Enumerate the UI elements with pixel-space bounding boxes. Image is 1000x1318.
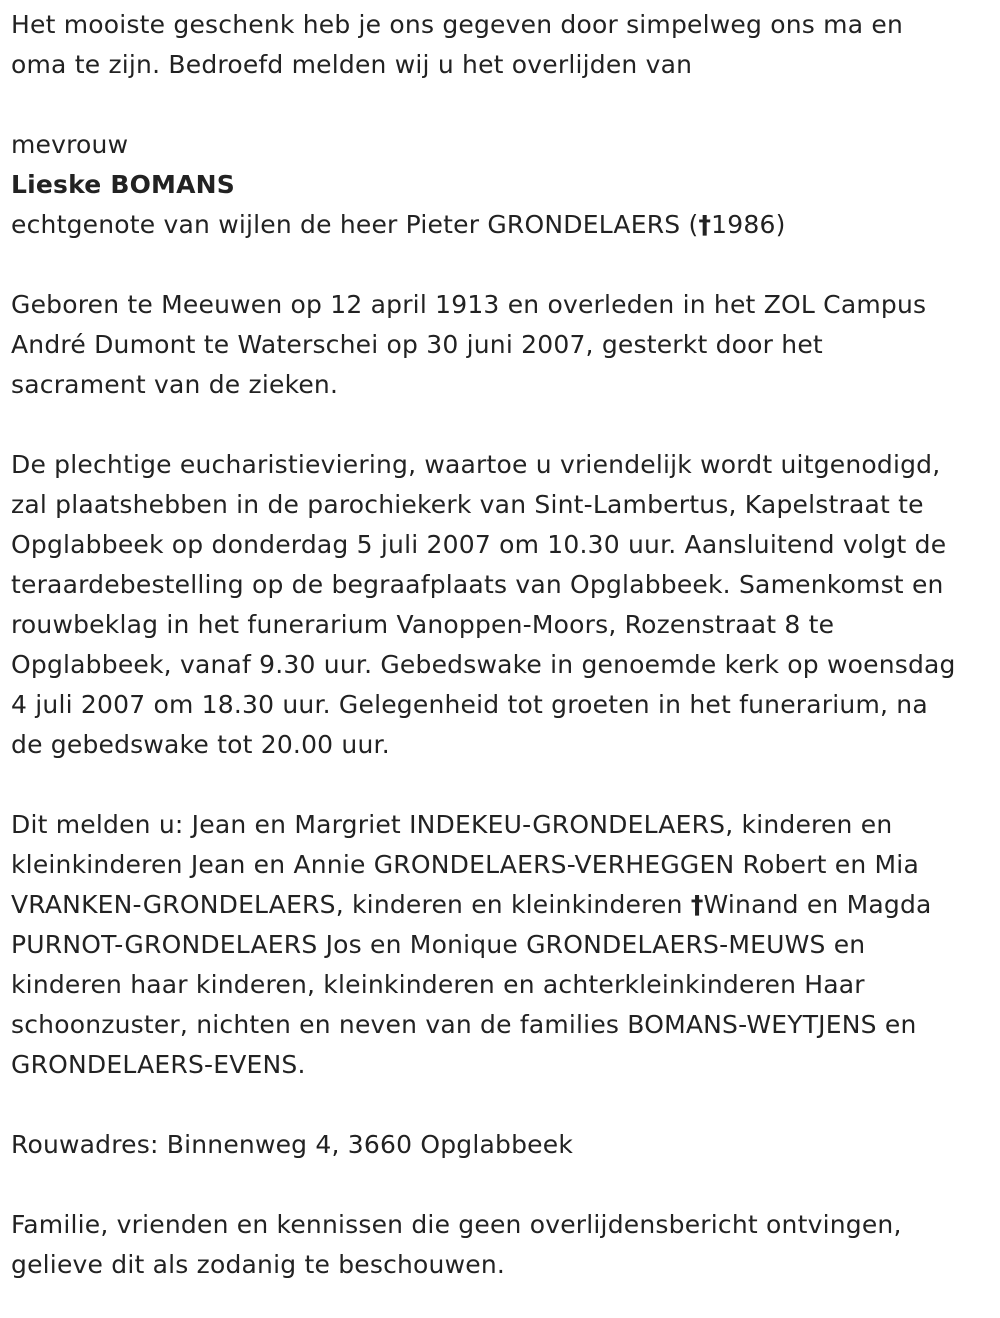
spacer <box>11 765 996 805</box>
spacer <box>11 405 996 445</box>
family-paragraph <box>11 805 996 1085</box>
family-text-part1: Dit melden u: Jean en Margriet INDEKEU-GRONDELAERS, kinderen en kleinkinderen Jean en Annie GRONDELAERS-VERHEGGEN Robert en Mia VRANKEN-GRONDELAERS, kinderen en kleinkinderen <box>11 810 919 919</box>
closing-paragraph: Familie, vrienden en kennissen die geen overlijdensbericht ontvingen, gelieve dit als zodanig te beschouwen. <box>11 1210 902 1279</box>
honorific: mevrouw <box>11 130 129 159</box>
deceased-name: Lieske BOMANS <box>11 170 236 199</box>
birth-death-paragraph: Geboren te Meeuwen op 12 april 1913 en overleden in het ZOL Campus André Dumont te Waterschei op 30 juni 2007, gesterkt door het sacrament van de zieken. <box>11 290 927 399</box>
cross-icon: † <box>690 890 704 919</box>
cross-icon: † <box>698 210 712 239</box>
spouse-year: 1986) <box>711 210 786 239</box>
spouse-text: echtgenote van wijlen de heer Pieter GRONDELAERS ( <box>11 210 699 239</box>
spouse-line <box>11 205 996 245</box>
spacer <box>11 1085 996 1125</box>
intro-paragraph: Het mooiste geschenk heb je ons gegeven door simpelweg ons ma en oma te zijn. Bedroefd melden wij u het overlijden van <box>11 10 903 79</box>
mourning-address: Rouwadres: Binnenweg 4, 3660 Opglabbeek <box>11 1130 574 1159</box>
death-notice <box>11 5 996 1285</box>
ceremony-paragraph: De plechtige eucharistieviering, waartoe u vriendelijk wordt uitgenodigd, zal plaatshebben in de parochiekerk van Sint-Lambertus, Kapelstraat te Opglabbeek op donderdag 5 juli 2007 om 10.30 uur. Aansluitend volgt de teraardebestelling op de begraafplaats van Opglabbeek. Samenkomst en rouwbeklag in het funerarium Vanoppen-Moors, Rozenstraat 8 te Opglabbeek, vanaf 9.30 uur. Gebedswake in genoemde kerk op woensdag 4 juli 2007 om 18.30 uur. Gelegenheid tot groeten in het funerarium, na de gebedswake tot 20.00 uur. <box>11 450 956 759</box>
spacer <box>11 245 996 285</box>
spacer <box>11 85 996 125</box>
spacer <box>11 1165 996 1205</box>
family-text-part2: Winand en Magda PURNOT-GRONDELAERS Jos en Monique GRONDELAERS-MEUWS en kinderen haar kinderen, kleinkinderen en achterkleinkinderen Haar schoonzuster, nichten en neven van de families BOMANS-WEYTJENS en GRONDELAERS-EVENS. <box>11 890 932 1079</box>
